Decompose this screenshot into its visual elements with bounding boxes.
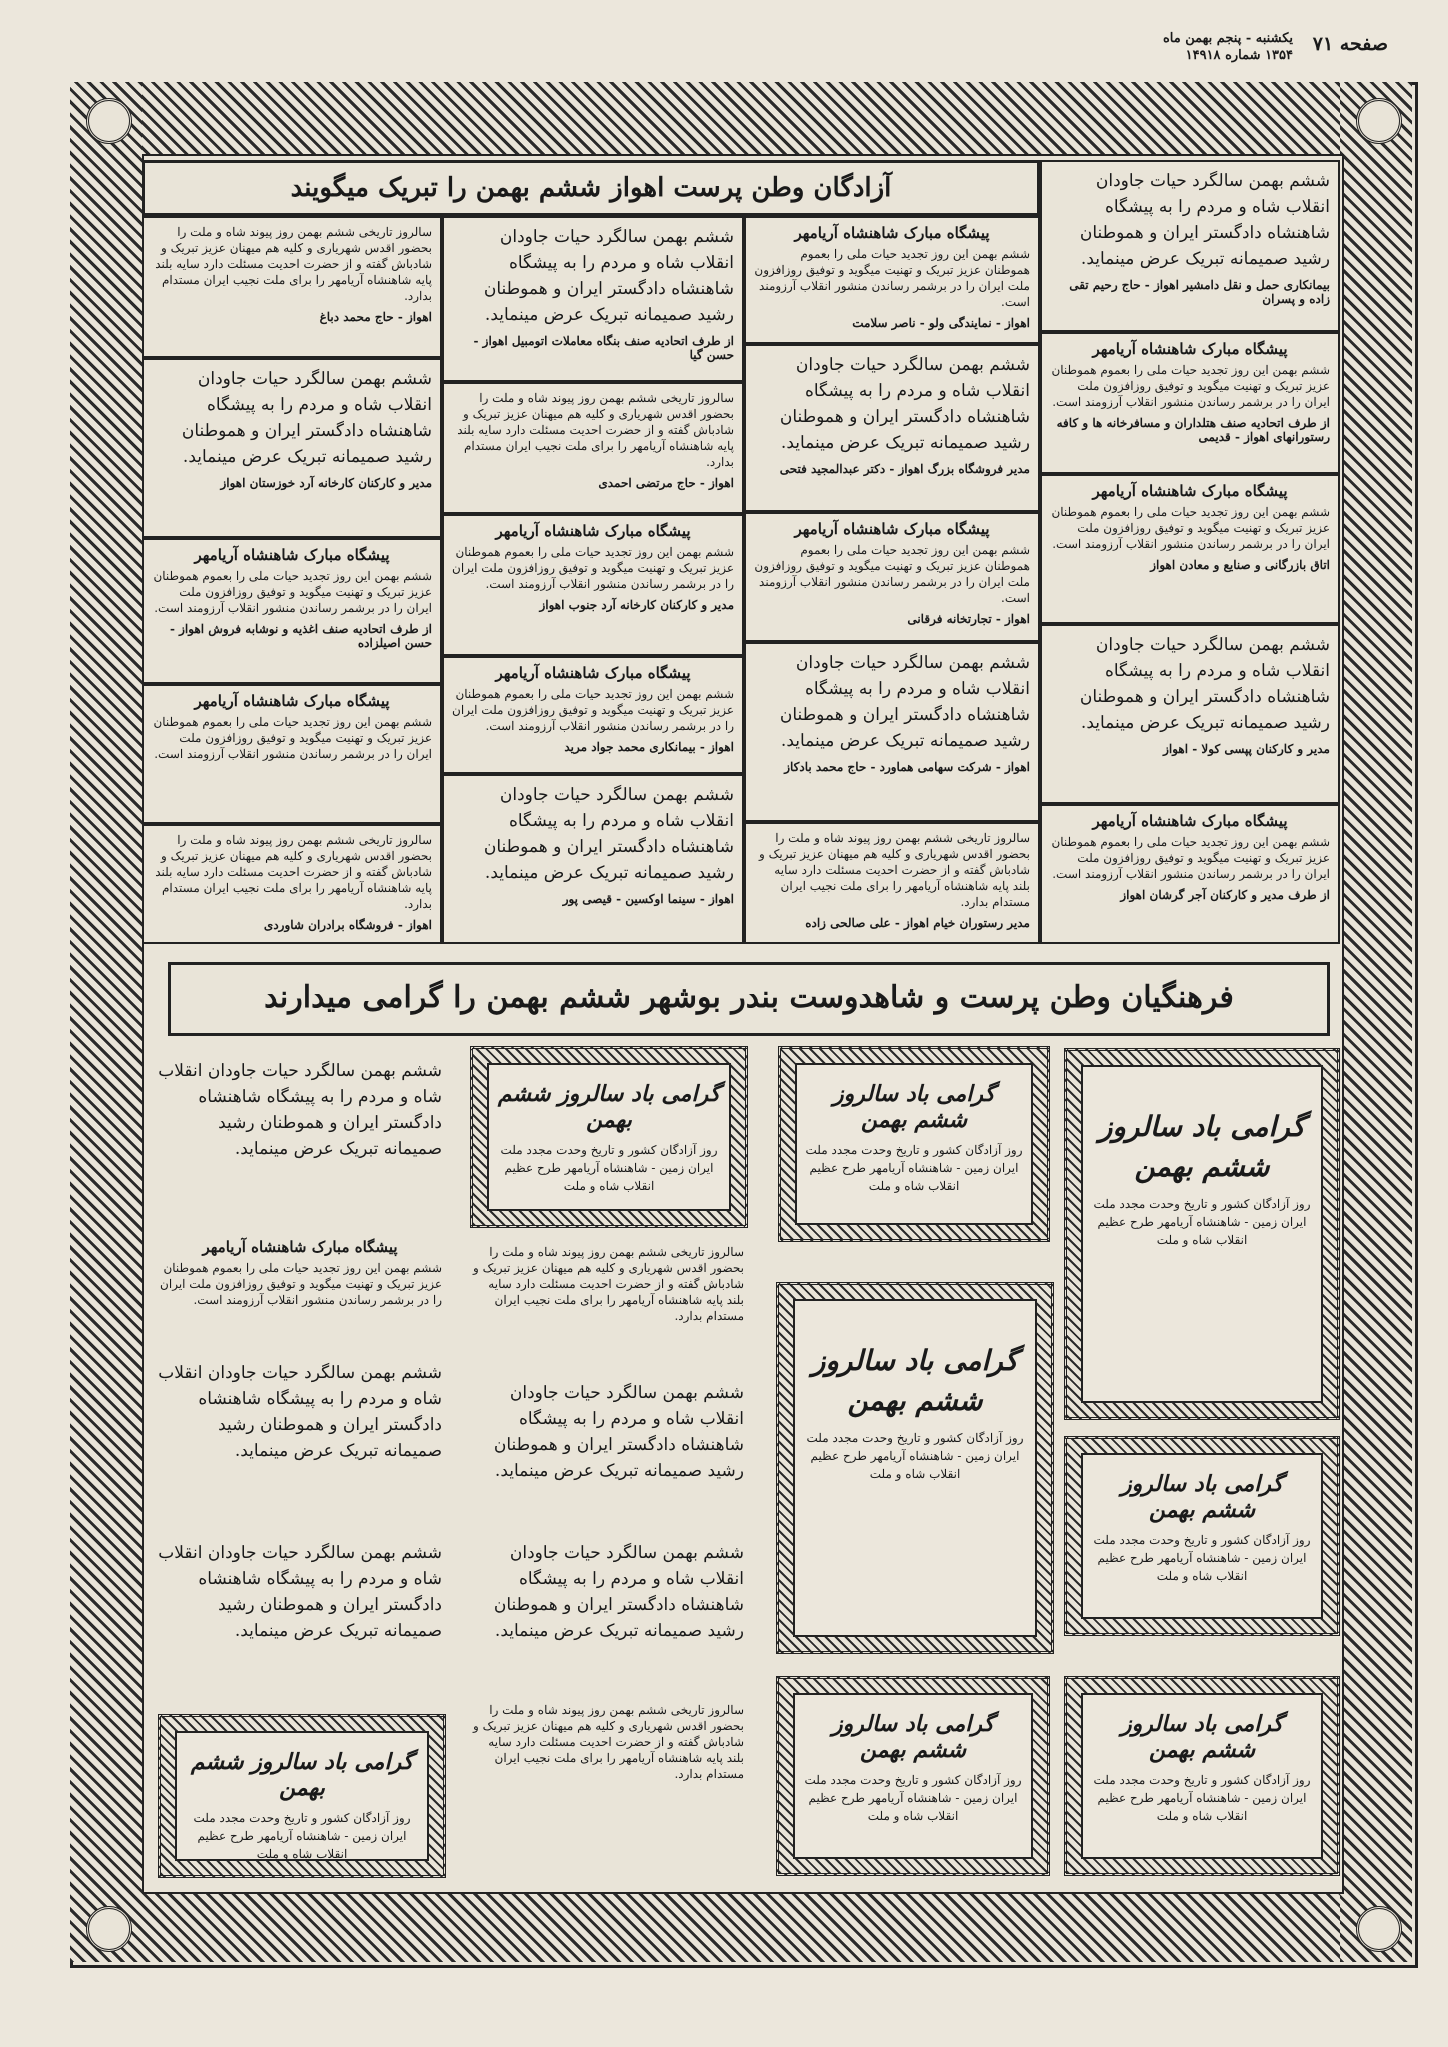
greeting-box xyxy=(744,642,1040,822)
ad-frame xyxy=(470,1046,748,1228)
ad-title: گرامی باد سالروز ششم بهمن xyxy=(190,1749,414,1801)
signature: اهواز - تجارتخانه فرقانی xyxy=(907,612,1030,626)
greeting-title: پیشگاه مبارک شاهنشاه آریامهر xyxy=(1092,482,1288,500)
ad-subtitle: روز آزادگان کشور و تاریخ وحدت مجدد ملت ایران زمین - شاهنشاه آریامهر طرح عظیم انقلاب شاه و ملت xyxy=(804,1773,1022,1823)
greeting-box xyxy=(142,216,442,358)
greeting-text: ششم بهمن این روز تجدید حیات ملی را بعموم هموطنان عزیز تبریک و تهنیت میگوید و توفیق روزافزون ملت ایران را در برشمر رساندن منشور انقلاب آرزومند است. xyxy=(160,1261,442,1307)
ad-subtitle: روز آزادگان کشور و تاریخ وحدت مجدد ملت ایران زمین - شاهنشاه آریامهر طرح عظیم انقلاب شاه و ملت xyxy=(500,1143,718,1193)
signature: از طرف اتحادیه صنف بنگاه معاملات اتومبیل اهواز - حسن گیا xyxy=(473,334,734,362)
greeting-box xyxy=(142,538,442,684)
greeting-box xyxy=(1040,474,1340,624)
greeting-box xyxy=(150,1534,450,1684)
issue-number: ۱۳۵۴ شماره ۱۴۹۱۸ xyxy=(1185,48,1293,63)
signature: بیمانکاری حمل و نقل دامشیر اهواز - حاج رحیم تقی زاده و پسران xyxy=(1069,278,1330,306)
signature: از طرف اتحادیه صنف هتلداران و مسافرخانه ها و کافه رستورانهای اهواز - قدیمی xyxy=(1056,416,1330,444)
signature: اهواز - سینما اوکسین - قیصی پور xyxy=(562,892,734,906)
greeting-text: سالروز تاریخی ششم بهمن روز پیوند شاه و ملت را بحضور اقدس شهریاری و کلیه هم میهنان عزیز تبریک و شادباش گفته و از حضرت احدیت مسئلت دارد سایه بلند پایه شاهنشاه آریامهر را برای ملت نجیب ایران مستدام بدارد. xyxy=(155,833,432,911)
signature: اهواز - نمایندگی ولو - ناصر سلامت xyxy=(852,316,1030,330)
greeting-box xyxy=(442,656,744,774)
signature: اهواز - بیمانکاری محمد جواد مرید xyxy=(564,740,734,754)
banner-middle: فرهنگیان وطن پرست و شاهدوست بندر بوشهر ششم بهمن را گرامی میدارند xyxy=(168,962,1330,1036)
greeting-text: ششم بهمن سالگرد حیات جاودان انقلاب شاه و مردم را به پیشگاه شاهنشاه دادگستر ایران و هموطنان رشید صمیمانه تبریک عرض مینماید. xyxy=(1079,171,1330,269)
greeting-box xyxy=(150,1232,450,1342)
ad-title: گرامی باد سالروز ششم بهمن xyxy=(497,1081,721,1133)
ad-subtitle: روز آزادگان کشور و تاریخ وحدت مجدد ملت ایران زمین - شاهنشاه آریامهر طرح عظیم انقلاب شاه و ملت xyxy=(805,1143,1023,1193)
corner-ornament xyxy=(86,1906,132,1952)
corner-ornament xyxy=(1356,98,1402,144)
greeting-box xyxy=(744,344,1040,512)
signature: اهواز - حاج مرتضی احمدی xyxy=(598,476,734,490)
ad-frame xyxy=(776,1282,1054,1654)
ad-frame xyxy=(1064,1048,1340,1420)
greeting-title: پیشگاه مبارک شاهنشاه آریامهر xyxy=(495,522,691,540)
greeting-box xyxy=(1040,332,1340,474)
greeting-text: سالروز تاریخی ششم بهمن روز پیوند شاه و ملت را بحضور اقدس شهریاری و کلیه هم میهنان عزیز تبریک و شادباش گفته و از حضرت احدیت مسئلت دارد سایه بلند پایه شاهنشاه آریامهر را برای ملت نجیب ایران مستدام بدارد. xyxy=(473,1245,744,1323)
ad-subtitle: روز آزادگان کشور و تاریخ وحدت مجدد ملت ایران زمین - شاهنشاه آریامهر طرح عظیم انقلاب شاه و ملت xyxy=(193,1811,411,1861)
ad-frame xyxy=(158,1714,446,1878)
greeting-box xyxy=(462,1696,752,1846)
greeting-box xyxy=(462,1374,752,1524)
greeting-text: ششم بهمن این روز تجدید حیات ملی را بعموم هموطنان عزیز تبریک و تهنیت میگوید و توفیق روزافزون ملت ایران را در برشمر رساندن منشور انقلاب آرزومند است. xyxy=(754,543,1030,605)
signature: اهواز - فروشگاه برادران شاوردی xyxy=(263,918,432,932)
ad-frame xyxy=(778,1046,1050,1242)
ad-title: گرامی باد سالروز ششم بهمن xyxy=(1098,1110,1306,1183)
greeting-box xyxy=(150,1354,450,1504)
greeting-title: پیشگاه مبارک شاهنشاه آریامهر xyxy=(202,1238,398,1256)
greeting-title: پیشگاه مبارک شاهنشاه آریامهر xyxy=(794,520,990,538)
ornamental-border-left xyxy=(70,82,142,1962)
ad-title: گرامی باد سالروز ششم بهمن xyxy=(811,1344,1019,1417)
greeting-text: ششم بهمن این روز تجدید حیات ملی را بعموم هموطنان عزیز تبریک و تهنیت میگوید و توفیق روزافزون ملت ایران را در برشمر رساندن منشور انقلاب آرزومند است. xyxy=(1051,363,1330,409)
greeting-box xyxy=(744,216,1040,344)
ad-subtitle: روز آزادگان کشور و تاریخ وحدت مجدد ملت ایران زمین - شاهنشاه آریامهر طرح عظیم انقلاب شاه و ملت xyxy=(806,1431,1024,1481)
ad-frame xyxy=(776,1676,1050,1876)
greeting-text: ششم بهمن این روز تجدید حیات ملی را بعموم هموطنان عزیز تبریک و تهنیت میگوید و توفیق روزافزون ملت ایران را در برشمر رساندن منشور انقلاب آرزومند است. xyxy=(153,569,432,615)
greeting-text: ششم بهمن سالگرد حیات جاودان انقلاب شاه و مردم را به پیشگاه شاهنشاه دادگستر ایران و هموطنان رشید صمیمانه تبریک عرض مینماید. xyxy=(158,1061,442,1159)
greeting-box xyxy=(142,358,442,538)
ad-subtitle: روز آزادگان کشور و تاریخ وحدت مجدد ملت ایران زمین - شاهنشاه آریامهر طرح عظیم انقلاب شاه و ملت xyxy=(1093,1773,1311,1823)
greeting-text: ششم بهمن این روز تجدید حیات ملی را بعموم هموطنان عزیز تبریک و تهنیت میگوید و توفیق روزافزون ملت ایران را در برشمر رساندن منشور انقلاب آرزومند است. xyxy=(754,247,1030,309)
greeting-text: سالروز تاریخی ششم بهمن روز پیوند شاه و ملت را بحضور اقدس شهریاری و کلیه هم میهنان عزیز تبریک و شادباش گفته و از حضرت احدیت مسئلت دارد سایه بلند پایه شاهنشاه آریامهر را برای ملت نجیب ایران مستدام بدارد. xyxy=(457,391,734,469)
greeting-text: ششم بهمن این روز تجدید حیات ملی را بعموم هموطنان عزیز تبریک و تهنیت میگوید و توفیق روزافزون ملت ایران را در برشمر رساندن منشور انقلاب آرزومند است. xyxy=(1051,835,1330,881)
greeting-box xyxy=(442,514,744,656)
greeting-title: پیشگاه مبارک شاهنشاه آریامهر xyxy=(1092,812,1288,830)
ad-frame xyxy=(1064,1436,1340,1636)
greeting-text: ششم بهمن سالگرد حیات جاودان انقلاب شاه و مردم را به پیشگاه شاهنشاه دادگستر ایران و هموطنان رشید صمیمانه تبریک عرض مینماید. xyxy=(779,653,1030,751)
greeting-text: سالروز تاریخی ششم بهمن روز پیوند شاه و ملت را بحضور اقدس شهریاری و کلیه هم میهنان عزیز تبریک و شادباش گفته و از حضرت احدیت مسئلت دارد سایه بلند پایه شاهنشاه آریامهر را برای ملت نجیب ایران مستدام بدارد. xyxy=(759,831,1030,909)
ad-subtitle: روز آزادگان کشور و تاریخ وحدت مجدد ملت ایران زمین - شاهنشاه آریامهر طرح عظیم انقلاب شاه و ملت xyxy=(1093,1197,1311,1247)
greeting-box xyxy=(1040,624,1340,804)
greeting-box xyxy=(442,382,744,514)
ad-title: گرامی باد سالروز ششم بهمن xyxy=(1120,1471,1283,1523)
greeting-text: ششم بهمن سالگرد حیات جاودان انقلاب شاه و مردم را به پیشگاه شاهنشاه دادگستر ایران و هموطنان رشید صمیمانه تبریک عرض مینماید. xyxy=(483,785,734,883)
ad-title: گرامی باد سالروز ششم بهمن xyxy=(1120,1711,1283,1763)
greeting-text: ششم بهمن این روز تجدید حیات ملی را بعموم هموطنان عزیز تبریک و تهنیت میگوید و توفیق روزافزون ملت ایران را در برشمر رساندن منشور انقلاب آرزومند است. xyxy=(452,545,734,591)
greeting-title: پیشگاه مبارک شاهنشاه آریامهر xyxy=(194,692,390,710)
greeting-box xyxy=(442,216,744,382)
signature: مدیر رستوران خیام اهواز - علی صالحی زاده xyxy=(805,916,1030,930)
signature: اتاق بازرگانی و صنایع و معادن اهواز xyxy=(1150,558,1330,572)
greeting-box xyxy=(1040,160,1340,332)
greeting-box xyxy=(142,824,442,944)
signature: اهواز - شرکت سهامی هماورد - حاج محمد بادکاز xyxy=(784,760,1030,774)
greeting-box xyxy=(142,684,442,824)
signature: اهواز - حاج محمد دباغ xyxy=(319,310,432,324)
greeting-title: پیشگاه مبارک شاهنشاه آریامهر xyxy=(495,664,691,682)
greeting-box xyxy=(462,1534,752,1684)
greeting-text: ششم بهمن سالگرد حیات جاودان انقلاب شاه و مردم را به پیشگاه شاهنشاه دادگستر ایران و هموطنان رشید صمیمانه تبریک عرض مینماید. xyxy=(779,355,1030,453)
greeting-box xyxy=(462,1238,752,1358)
greeting-text: ششم بهمن این روز تجدید حیات ملی را بعموم هموطنان عزیز تبریک و تهنیت میگوید و توفیق روزافزون ملت ایران را در برشمر رساندن منشور انقلاب آرزومند است. xyxy=(452,687,734,733)
greeting-box xyxy=(150,1052,450,1202)
corner-ornament xyxy=(86,98,132,144)
signature: مدیر فروشگاه بزرگ اهواز - دکتر عبدالمجید فتحی xyxy=(779,462,1030,476)
issue-date: یکشنبه - پنجم بهمن ماه xyxy=(1162,31,1293,46)
greeting-text: سالروز تاریخی ششم بهمن روز پیوند شاه و ملت را بحضور اقدس شهریاری و کلیه هم میهنان عزیز تبریک و شادباش گفته و از حضرت احدیت مسئلت دارد سایه بلند پایه شاهنشاه آریامهر را برای ملت نجیب ایران مستدام بدارد. xyxy=(473,1703,744,1781)
ad-title: گرامی باد سالروز ششم بهمن xyxy=(831,1711,994,1763)
signature: از طرف اتحادیه صنف اغذیه و نوشابه فروش اهواز - حسن اصیلزاده xyxy=(169,622,432,650)
signature: مدیر و کارکنان کارخانه آرد جنوب اهواز xyxy=(539,598,734,612)
ornamental-border-top xyxy=(70,82,1412,154)
greeting-text: ششم بهمن این روز تجدید حیات ملی را بعموم هموطنان عزیز تبریک و تهنیت میگوید و توفیق روزافزون ملت ایران را در برشمر رساندن منشور انقلاب آرزومند است. xyxy=(153,715,432,761)
greeting-box xyxy=(744,822,1040,944)
greeting-text: ششم بهمن سالگرد حیات جاودان انقلاب شاه و مردم را به پیشگاه شاهنشاه دادگستر ایران و هموطنان رشید صمیمانه تبریک عرض مینماید. xyxy=(483,227,734,325)
signature: مدیر و کارکنان کارخانه آرد خوزستان اهواز xyxy=(220,476,432,490)
signature: مدیر و کارکنان پپسی کولا - اهواز xyxy=(1163,742,1330,756)
greeting-title: پیشگاه مبارک شاهنشاه آریامهر xyxy=(794,224,990,242)
greeting-text: ششم بهمن این روز تجدید حیات ملی را بعموم هموطنان عزیز تبریک و تهنیت میگوید و توفیق روزافزون ملت ایران را در برشمر رساندن منشور انقلاب آرزومند است. xyxy=(1051,505,1330,551)
banner-top: آزادگان وطن پرست اهواز ششم بهمن را تبریک میگویند xyxy=(142,160,1040,216)
page-number: صفحه ۷۱ xyxy=(1312,33,1388,55)
greeting-text: ششم بهمن سالگرد حیات جاودان انقلاب شاه و مردم را به پیشگاه شاهنشاه دادگستر ایران و هموطنان رشید صمیمانه تبریک عرض مینماید. xyxy=(158,1363,442,1461)
ad-title: گرامی باد سالروز ششم بهمن xyxy=(832,1081,995,1133)
greeting-text: سالروز تاریخی ششم بهمن روز پیوند شاه و ملت را بحضور اقدس شهریاری و کلیه هم میهنان عزیز تبریک و شادباش گفته و از حضرت احدیت مسئلت دارد سایه بلند پایه شاهنشاه آریامهر را برای ملت نجیب ایران مستدام بدارد. xyxy=(155,225,432,303)
greeting-title: پیشگاه مبارک شاهنشاه آریامهر xyxy=(1092,340,1288,358)
greeting-text: ششم بهمن سالگرد حیات جاودان انقلاب شاه و مردم را به پیشگاه شاهنشاه دادگستر ایران و هموطنان رشید صمیمانه تبریک عرض مینماید. xyxy=(181,369,432,467)
ad-frame xyxy=(1064,1676,1340,1876)
greeting-text: ششم بهمن سالگرد حیات جاودان انقلاب شاه و مردم را به پیشگاه شاهنشاه دادگستر ایران و هموطنان رشید صمیمانه تبریک عرض مینماید. xyxy=(493,1383,744,1481)
greeting-title: پیشگاه مبارک شاهنشاه آریامهر xyxy=(194,546,390,564)
corner-ornament xyxy=(1356,1906,1402,1952)
greeting-text: ششم بهمن سالگرد حیات جاودان انقلاب شاه و مردم را به پیشگاه شاهنشاه دادگستر ایران و هموطنان رشید صمیمانه تبریک عرض مینماید. xyxy=(1079,635,1330,733)
greeting-box xyxy=(744,512,1040,642)
signature: از طرف مدیر و کارکنان آجر گرشان اهواز xyxy=(1120,888,1330,902)
ad-subtitle: روز آزادگان کشور و تاریخ وحدت مجدد ملت ایران زمین - شاهنشاه آریامهر طرح عظیم انقلاب شاه و ملت xyxy=(1093,1533,1311,1583)
ornamental-border-bottom xyxy=(70,1890,1412,1962)
greeting-box xyxy=(1040,804,1340,944)
greeting-box xyxy=(442,774,744,944)
ornamental-border-right xyxy=(1340,82,1412,1962)
greeting-text: ششم بهمن سالگرد حیات جاودان انقلاب شاه و مردم را به پیشگاه شاهنشاه دادگستر ایران و هموطنان رشید صمیمانه تبریک عرض مینماید. xyxy=(158,1543,442,1641)
greeting-text: ششم بهمن سالگرد حیات جاودان انقلاب شاه و مردم را به پیشگاه شاهنشاه دادگستر ایران و هموطنان رشید صمیمانه تبریک عرض مینماید. xyxy=(493,1543,744,1641)
